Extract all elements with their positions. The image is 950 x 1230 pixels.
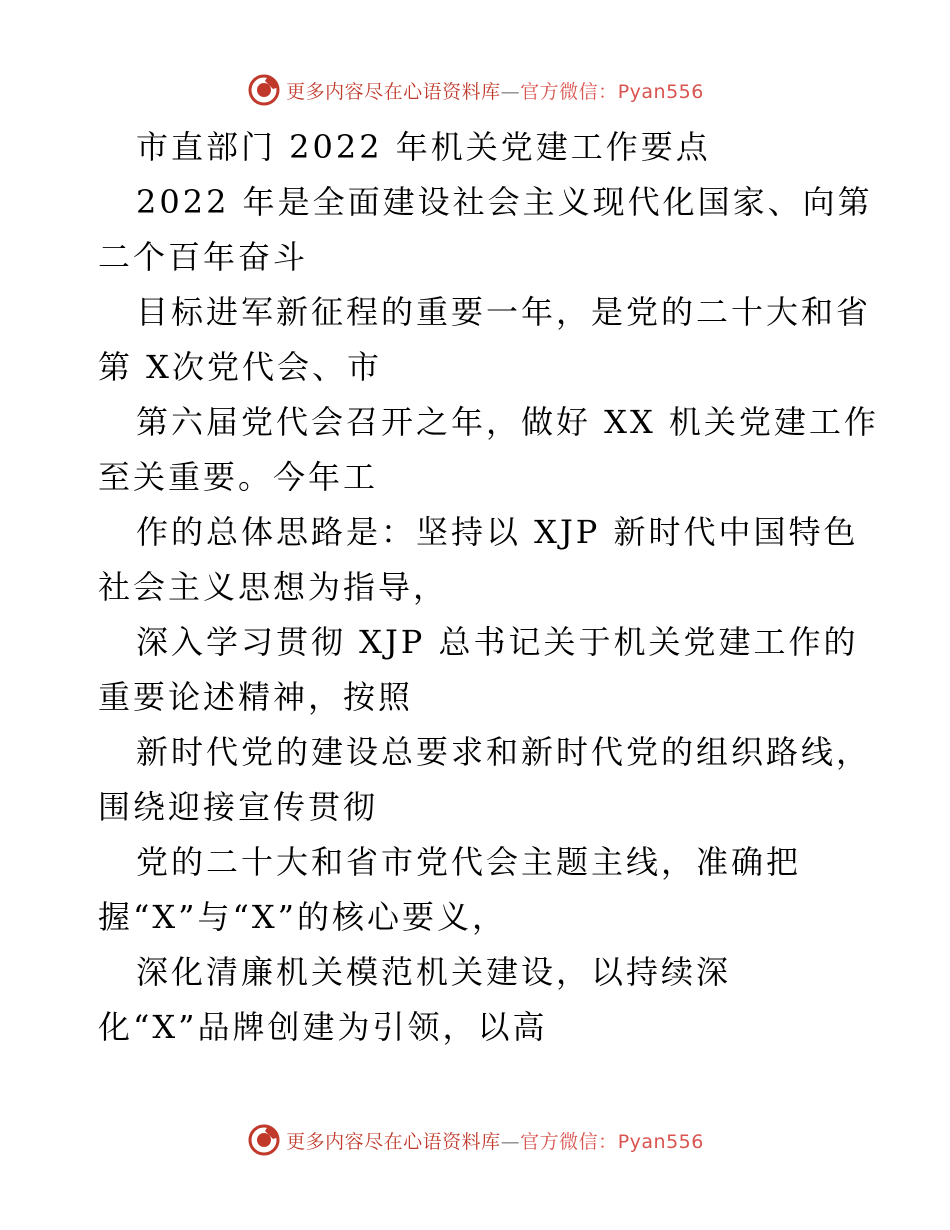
paragraph-line: 化“X”品牌创建为引领，以高 <box>98 1008 548 1046</box>
document-body <box>98 120 879 1055</box>
paragraph-line: 第六届党代会召开之年，做好 XX 机关党建工作 <box>136 403 879 441</box>
paragraph-line: 党的二十大和省市党代会主题主线，准确把 <box>136 843 802 881</box>
paragraph-line: 至关重要。今年工 <box>98 458 379 496</box>
paragraph-line: 围绕迎接宣传贯彻 <box>98 788 379 826</box>
paragraph-line: 作的总体思路是：坚持以 XJP 新时代中国特色 <box>136 513 859 551</box>
watermark-wechat-id: Pyan556 <box>617 80 704 103</box>
watermark-separator: — <box>500 1130 521 1153</box>
paragraph-line: 2022 年是全面建设社会主义现代化国家、向第 <box>136 183 873 221</box>
paragraph-line: 深化清廉机关模范机关建设，以持续深 <box>136 953 732 991</box>
paragraph-line: 重要论述精神，按照 <box>98 678 414 716</box>
paragraph-line: 深入学习贯彻 XJP 总书记关于机关党建工作的 <box>136 623 859 661</box>
watermark-text <box>286 1127 704 1154</box>
footer-watermark <box>0 1120 950 1160</box>
header-watermark <box>0 70 950 110</box>
watermark-official-text: 官方微信： <box>520 80 618 103</box>
paragraph-line: 二个百年奋斗 <box>98 238 309 276</box>
watermark-text <box>286 77 704 104</box>
paragraph-line: 新时代党的建设总要求和新时代党的组织路线， <box>136 733 872 771</box>
watermark-main-text: 更多内容尽在心语资料库 <box>286 1130 501 1153</box>
pen-logo-icon <box>246 1122 282 1158</box>
document-title: 市直部门 2022 年机关党建工作要点 <box>136 128 711 166</box>
paragraph-line: 第 X次党代会、市 <box>98 348 382 386</box>
watermark-main-text: 更多内容尽在心语资料库 <box>286 80 501 103</box>
watermark-separator: — <box>500 80 521 103</box>
watermark-official-text: 官方微信： <box>520 1130 618 1153</box>
pen-logo-icon <box>246 72 282 108</box>
paragraph-line: 社会主义思想为指导， <box>98 568 449 606</box>
watermark-wechat-id: Pyan556 <box>617 1130 704 1153</box>
paragraph-line: 握“X”与“X”的核心要义， <box>98 898 508 936</box>
paragraph-line: 目标进军新征程的重要一年，是党的二十大和省 <box>136 293 872 331</box>
